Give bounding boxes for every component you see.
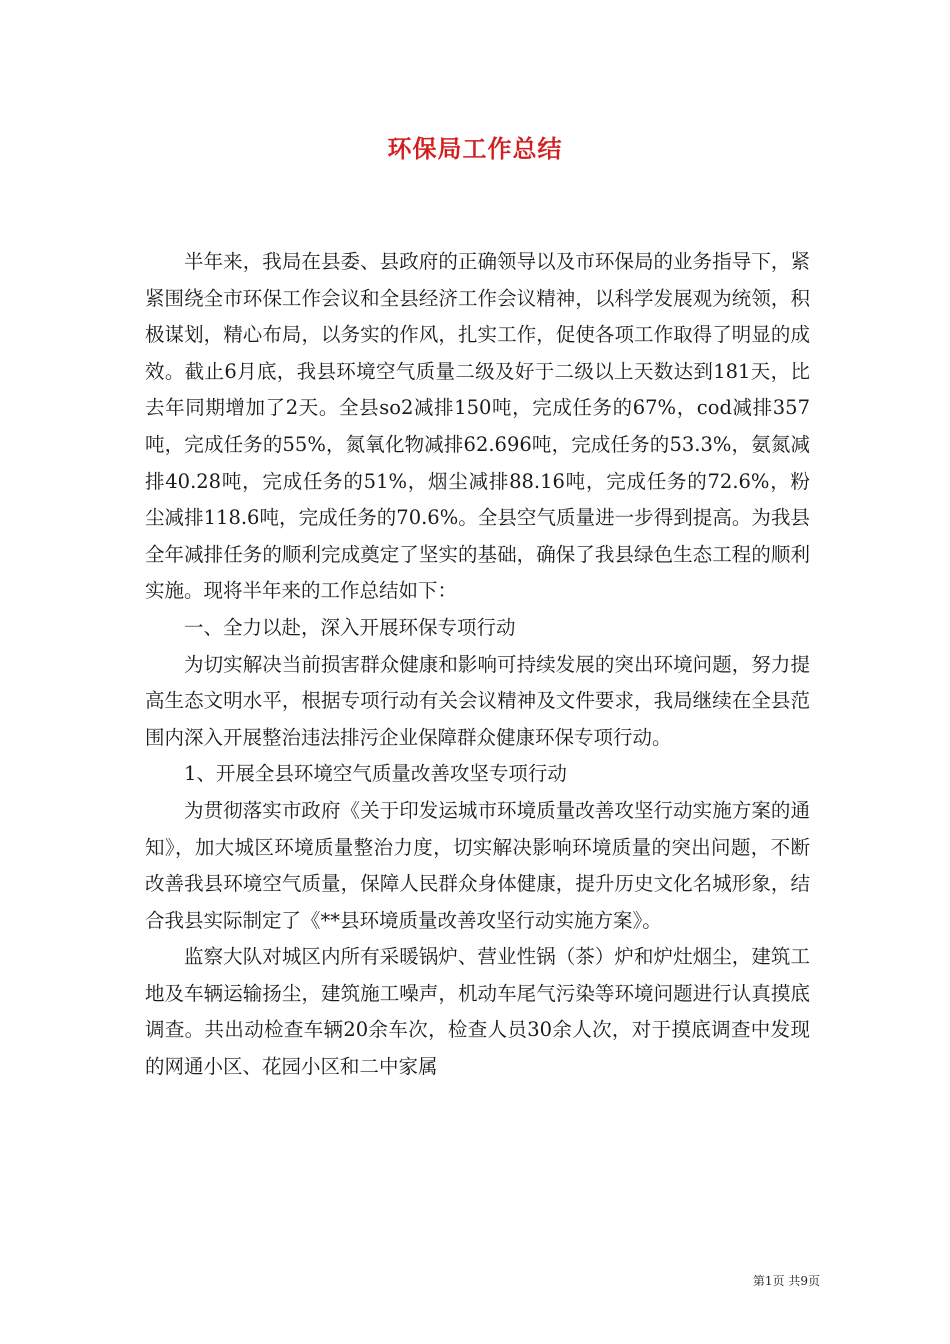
paragraph-section-1: 为切实解决当前损害群众健康和影响可持续发展的突出环境问题，努力提高生态文明水平，根据专项行动有关会议精神及文件要求，我局继续在全县范围内深入开展整治违法排污企业保障群众健康环保专项行动。 [145, 652, 810, 749]
paragraph-inspection: 监察大队对城区内所有采暖锅炉、营业性锅（茶）炉和炉灶烟尘，建筑工地及车辆运输扬尘，建筑施工噪声，机动车尾气污染等环境问题进行认真摸底调查。共出动检查车辆20余车次，检查人员30余人次，对于摸底调查中发现的网通小区、花园小区和二中家属 [145, 945, 810, 1079]
document-body [145, 244, 810, 1086]
page-number-footer: 第1页 共9页 [752, 1274, 820, 1288]
paragraph-subsection-1: 为贯彻落实市政府《关于印发运城市环境质量改善攻坚行动实施方案的通知》，加大城区环境质量整治力度，切实解决影响环境质量的突出问题，不断改善我县环境空气质量，保障人民群众身体健康，提升历史文化名城形象，结合我县实际制定了《**县环境质量改善攻坚行动实施方案》。 [145, 798, 810, 932]
document-title: 环保局工作总结 [387, 134, 563, 163]
subsection-heading-1: 1、开展全县环境空气质量改善攻坚专项行动 [184, 762, 567, 786]
section-heading-1: 一、全力以赴，深入开展环保专项行动 [184, 615, 516, 639]
paragraph-intro: 半年来，我局在县委、县政府的正确领导以及市环保局的业务指导下，紧紧围绕全市环保工作会议和全县经济工作会议精神，以科学发展观为统领，积极谋划，精心布局，以务实的作风，扎实工作，促使各项工作取得了明显的成效。截止6月底，我县环境空气质量二级及好于二级以上天数达到181天，比去年同期增加了2天。全县so2减排150吨，完成任务的67%，cod减排357吨，完成任务的55%，氮氧化物减排62.696吨，完成任务的53.3%，氨氮减排40.28吨，完成任务的51%，烟尘减排88.16吨，完成任务的72.6%，粉尘减排118.6吨，完成任务的70.6%。全县空气质量进一步得到提高。为我县全年减排任务的顺利完成奠定了坚实的基础，确保了我县绿色生态工程的顺利实施。现将半年来的工作总结如下： [145, 250, 810, 603]
